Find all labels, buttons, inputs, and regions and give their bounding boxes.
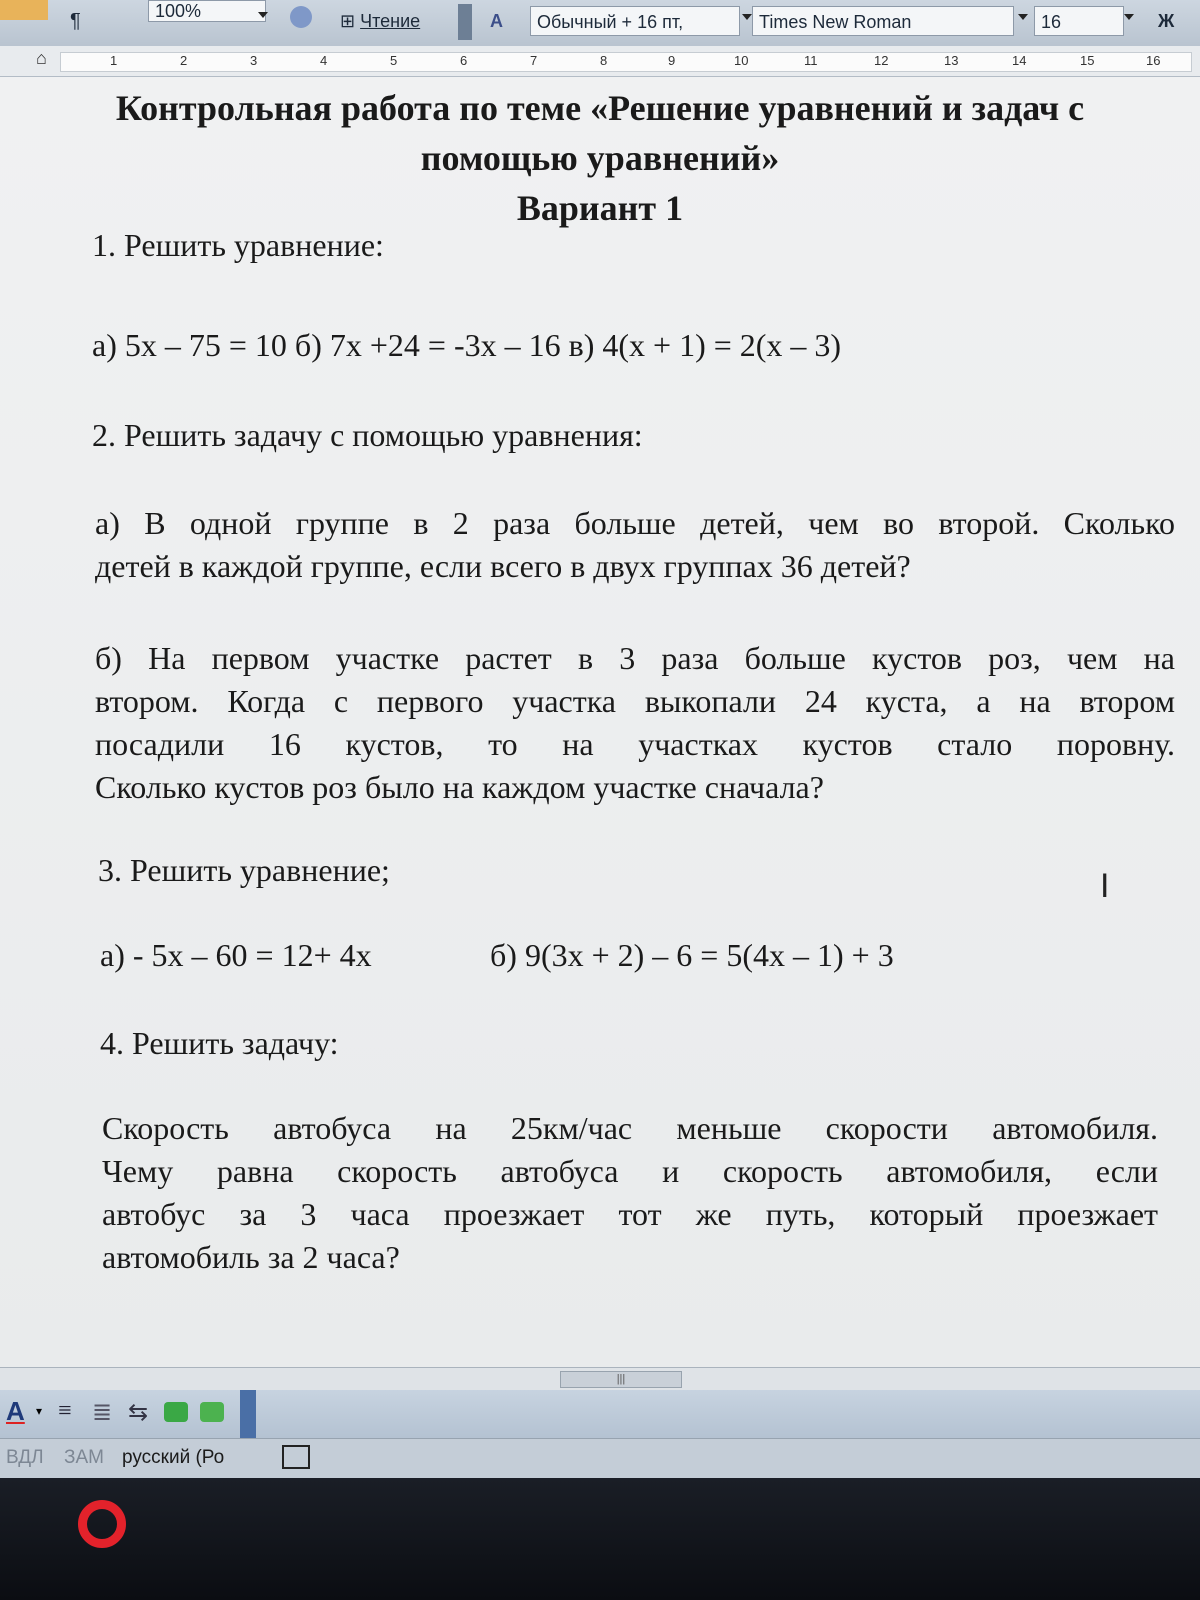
- q1-equations: а) 5х – 75 = 10 б) 7х +24 = -3х – 16 в) 4(х + 1) = 2(х – 3): [92, 327, 842, 363]
- font-color-dropdown-icon[interactable]: ▾: [36, 1404, 43, 1418]
- status-bar: [0, 1438, 1200, 1479]
- toolbar-options-icon[interactable]: [240, 1390, 256, 1438]
- ruler-mark: 7: [530, 53, 538, 68]
- bold-button[interactable]: Ж: [1158, 11, 1175, 31]
- arrow-style-icon[interactable]: ⇆: [128, 1400, 149, 1426]
- taskbar: [0, 1478, 1200, 1600]
- scrollbar-thumb[interactable]: |||: [560, 1371, 682, 1388]
- ruler-mark: 8: [600, 53, 608, 68]
- paragraph-marks-icon[interactable]: ¶: [70, 10, 81, 32]
- q2b-line: посадили 16 кустов, то на участках кустов стало поровну.: [95, 726, 1175, 762]
- q3-heading: 3. Решить уравнение;: [98, 852, 390, 888]
- ruler-mark: 9: [668, 53, 676, 68]
- reading-mode-label: Чтение: [360, 11, 421, 31]
- office-button[interactable]: [0, 0, 48, 20]
- indent-marker-icon[interactable]: ⌂: [36, 48, 47, 68]
- style-select[interactable]: Обычный + 16 пт,: [530, 6, 740, 36]
- dash-style-icon[interactable]: ≣: [92, 1400, 113, 1426]
- 3d-effect-icon[interactable]: [200, 1402, 224, 1422]
- status-language[interactable]: русский (Ро: [122, 1447, 225, 1468]
- ruler-mark: 6: [460, 53, 468, 68]
- q2a-line: детей в каждой группе, если всего в двух группах 36 детей?: [95, 548, 911, 584]
- line-style-icon[interactable]: ≡: [58, 1398, 72, 1424]
- doc-title-line1: Контрольная работа по теме «Решение уравнений и задач с: [115, 88, 1085, 128]
- horizontal-scrollbar[interactable]: [0, 1367, 1200, 1390]
- q1-heading: 1. Решить уравнение:: [92, 227, 384, 263]
- shadow-icon[interactable]: [164, 1402, 188, 1422]
- font-size-select[interactable]: 16: [1034, 6, 1124, 36]
- styles-icon[interactable]: A: [490, 11, 503, 31]
- doc-title-line2: помощью уравнений»: [420, 138, 780, 178]
- q4-text: [102, 1107, 1158, 1279]
- horizontal-ruler[interactable]: [0, 46, 1200, 77]
- q2b-line: б) На первом участке растет в 3 раза больше кустов роз, чем на: [95, 640, 1175, 676]
- q2b-line: втором. Когда с первого участка выкопали 24 куста, а на втором: [95, 683, 1175, 719]
- q4-heading: 4. Решить задачу:: [100, 1025, 339, 1061]
- formatting-toolbar: [0, 0, 1200, 47]
- spellcheck-book-icon[interactable]: [282, 1445, 310, 1469]
- book-icon: ⊞: [340, 11, 356, 31]
- q4-line: автомобиль за 2 часа?: [102, 1239, 400, 1275]
- ruler-mark: 1: [110, 53, 118, 68]
- q2a-line: а) В одной группе в 2 раза больше детей, чем во второй. Сколько: [95, 505, 1175, 541]
- ruler-mark: 11: [804, 53, 818, 68]
- ruler-mark: 12: [874, 53, 889, 68]
- doc-variant: Вариант 1: [516, 188, 684, 228]
- q4-line: автобус за 3 часа проезжает тот же путь, который проезжает: [102, 1196, 1158, 1232]
- zoom-dropdown-icon[interactable]: [258, 12, 268, 18]
- ruler-mark: 16: [1146, 53, 1161, 68]
- font-select[interactable]: Times New Roman: [752, 6, 1014, 36]
- q4-line: Чему равна скорость автобуса и скорость автомобиля, если: [102, 1153, 1158, 1189]
- q2b-text: [95, 637, 1175, 809]
- toolbar-options-icon[interactable]: [458, 4, 472, 40]
- ruler-mark: 5: [390, 53, 398, 68]
- font-dropdown-icon[interactable]: [1018, 14, 1028, 20]
- font-color-icon[interactable]: A: [6, 1396, 25, 1426]
- reading-mode-button[interactable]: [340, 6, 420, 36]
- ruler-mark: 14: [1012, 53, 1027, 68]
- ruler-mark: 15: [1080, 53, 1095, 68]
- text-cursor-icon: I: [1100, 867, 1110, 905]
- font-size-dropdown-icon[interactable]: [1124, 14, 1134, 20]
- q2b-line: Сколько кустов роз было на каждом участке сначала?: [95, 769, 824, 805]
- ruler-mark: 2: [180, 53, 188, 68]
- opera-browser-icon[interactable]: [78, 1500, 126, 1548]
- document-page[interactable]: [0, 77, 1200, 1367]
- style-dropdown-icon[interactable]: [742, 14, 752, 20]
- ruler-mark: 3: [250, 53, 258, 68]
- ruler-mark: 10: [734, 53, 749, 68]
- help-icon[interactable]: [290, 6, 312, 28]
- q2a-text: [95, 502, 1175, 588]
- drawing-toolbar: [0, 1390, 1200, 1438]
- status-zam[interactable]: ЗАМ: [64, 1447, 104, 1468]
- ruler-mark: 4: [320, 53, 328, 68]
- q3b-equation: б) 9(3х + 2) – 6 = 5(4х – 1) + 3: [490, 937, 894, 973]
- zoom-select[interactable]: 100%: [148, 0, 266, 22]
- q4-line: Скорость автобуса на 25км/час меньше скорости автомобиля.: [102, 1110, 1158, 1146]
- ruler-mark: 13: [944, 53, 959, 68]
- status-vdl[interactable]: ВДЛ: [6, 1447, 44, 1468]
- q3a-equation: а) - 5х – 60 = 12+ 4х: [100, 937, 372, 973]
- q2-heading: 2. Решить задачу с помощью уравнения:: [92, 417, 643, 453]
